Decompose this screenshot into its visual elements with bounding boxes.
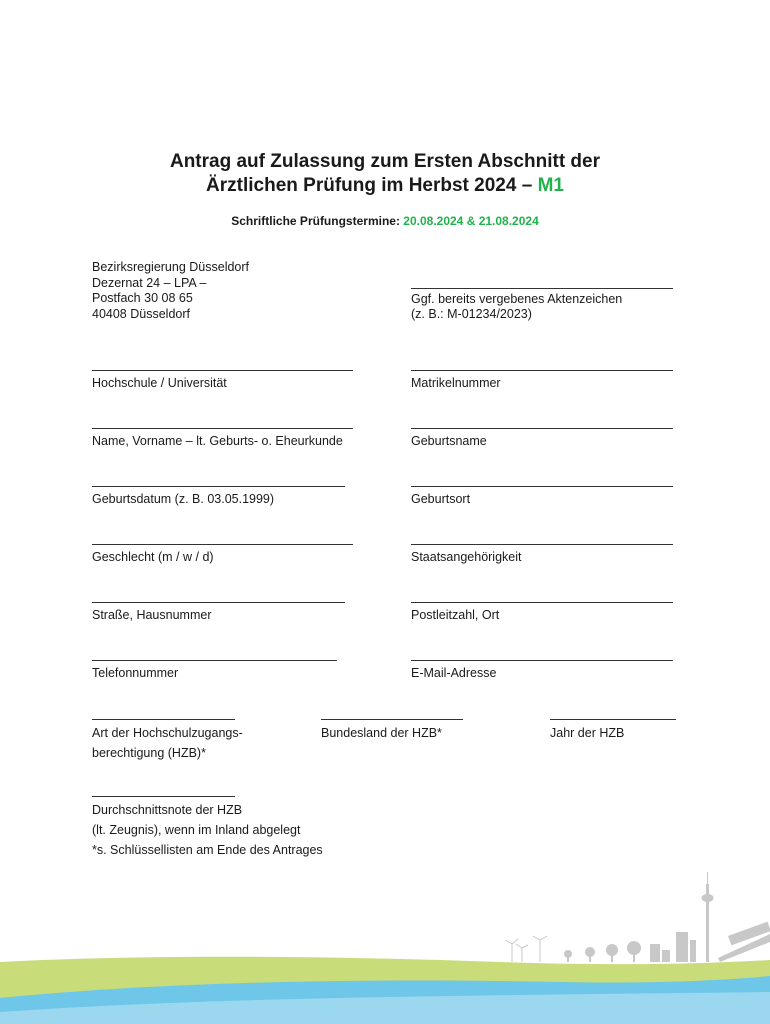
street-label: Straße, Hausnummer	[92, 608, 212, 622]
birth-place-field[interactable]	[411, 486, 673, 487]
file-number-label: Ggf. bereits vergebenes Aktenzeichen	[411, 292, 623, 306]
university-label: Hochschule / Universität	[92, 376, 227, 390]
grade-label	[92, 800, 323, 860]
footer-skyline-graphic	[0, 870, 770, 1024]
hzb-year-label: Jahr der HZB	[550, 726, 625, 740]
postal-city-field[interactable]	[411, 602, 673, 603]
hzb-type-label	[92, 723, 243, 763]
university-field[interactable]	[92, 370, 353, 371]
gender-field[interactable]	[92, 544, 353, 545]
address-line-2: Dezernat 24 – LPA –	[92, 275, 207, 290]
address-line-3: Postfach 30 08 65	[92, 291, 193, 305]
name-label: Name, Vorname – lt. Geburts- o. Eheurkunde	[92, 434, 343, 448]
exam-dates-label: Schriftliche Prüfungstermine:	[231, 214, 400, 228]
phone-label: Telefonnummer	[92, 666, 179, 680]
gender-label: Geschlecht (m / w / d)	[92, 550, 214, 564]
hzb-state-field[interactable]	[321, 719, 463, 720]
street-field[interactable]	[92, 602, 345, 603]
birth-date-field[interactable]	[92, 486, 345, 487]
name-field[interactable]	[92, 428, 353, 429]
grade-label-line-1: Durchschnittsnote der HZB	[92, 803, 243, 817]
form-title	[0, 150, 770, 198]
exam-dates-value: 20.08.2024 & 21.08.2024	[403, 214, 539, 228]
hzb-type-label-line-2: berechtigung (HZB)*	[92, 746, 206, 760]
file-number-field[interactable]	[411, 288, 673, 289]
grade-label-line-2: (lt. Zeugnis), wenn im Inland abgelegt	[92, 823, 301, 837]
hzb-type-label-line-1: Art der Hochschulzugangs-	[92, 726, 243, 740]
title-line-1: Antrag auf Zulassung zum Ersten Abschnitt der	[169, 151, 600, 172]
birth-date-label: Geburtsdatum (z. B. 03.05.1999)	[92, 492, 275, 506]
grade-footnote: *s. Schlüssellisten am Ende des Antrages	[92, 843, 323, 857]
nationality-field[interactable]	[411, 544, 673, 545]
hzb-state-label: Bundesland der HZB*	[321, 726, 442, 740]
address-line-4: 40408 Düsseldorf	[92, 306, 190, 321]
matriculation-field[interactable]	[411, 370, 673, 371]
hzb-year-field[interactable]	[550, 719, 676, 720]
exam-dates	[0, 213, 770, 229]
email-field[interactable]	[411, 660, 673, 661]
grade-field[interactable]	[92, 796, 235, 797]
title-line-2	[0, 174, 770, 198]
birth-place-label: Geburtsort	[411, 492, 471, 506]
birth-name-label: Geburtsname	[411, 434, 487, 448]
email-label: E-Mail-Adresse	[411, 666, 497, 680]
hzb-type-field[interactable]	[92, 719, 235, 720]
exam-code: M1	[537, 175, 564, 196]
birth-name-field[interactable]	[411, 428, 673, 429]
nationality-label: Staatsangehörigkeit	[411, 550, 522, 564]
postal-city-label: Postleitzahl, Ort	[411, 608, 500, 622]
matriculation-label: Matrikelnummer	[411, 376, 501, 390]
phone-field[interactable]	[92, 660, 337, 661]
address-line-1: Bezirksregierung Düsseldorf	[92, 260, 250, 274]
title-line-2-text: Ärztlichen Prüfung im Herbst 2024 –	[206, 175, 533, 196]
file-number-example: (z. B.: M-01234/2023)	[411, 307, 532, 321]
recipient-address	[92, 260, 249, 322]
